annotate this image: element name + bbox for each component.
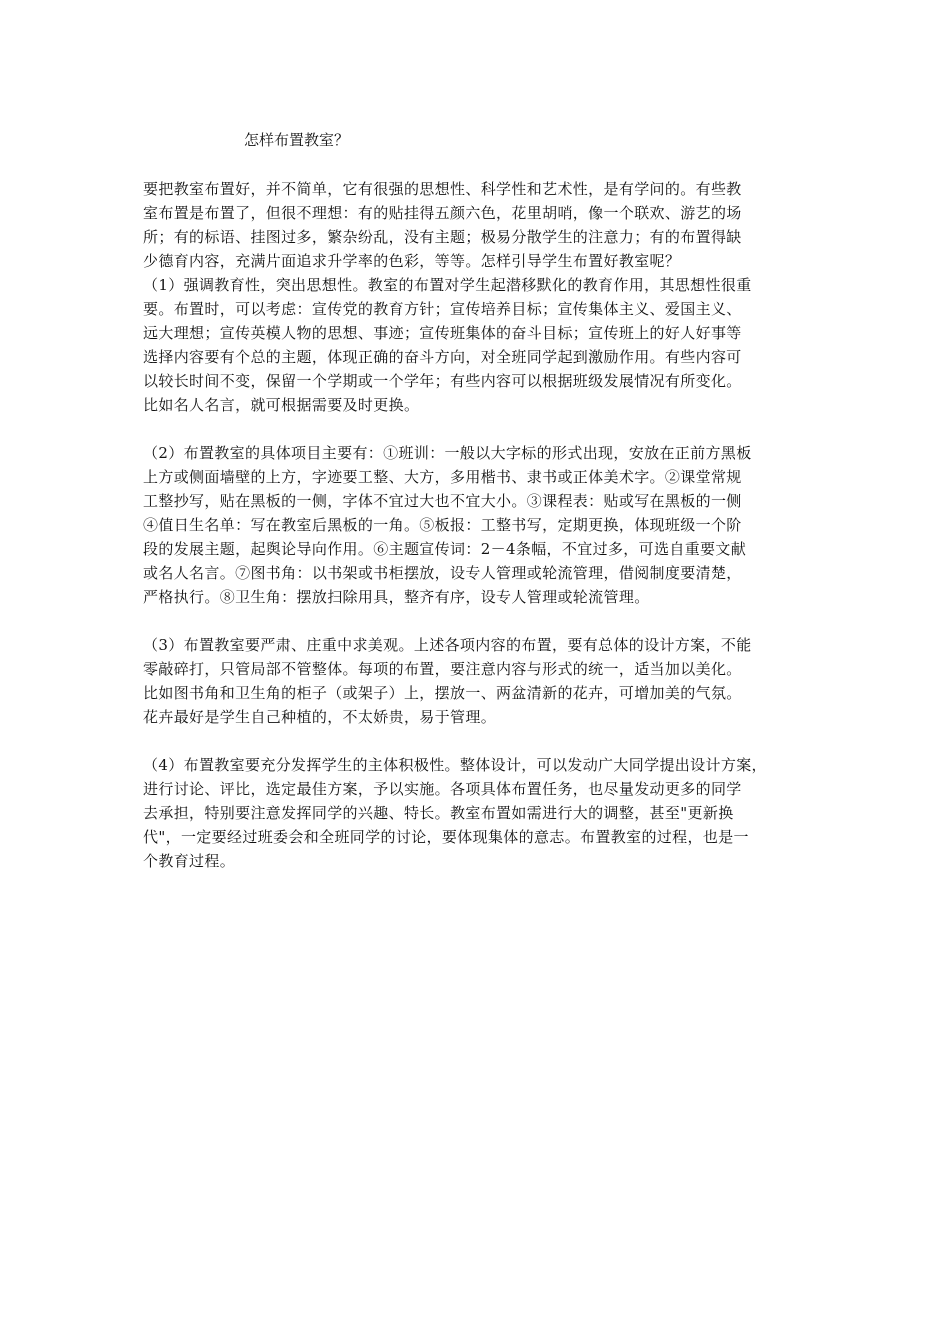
text-line: 远大理想；宣传英模人物的思想、事迹；宣传班集体的奋斗目标；宣传班上的好人好事等 xyxy=(143,324,742,342)
paragraph-intro xyxy=(143,177,813,273)
paragraph-point-4 xyxy=(143,753,813,873)
paragraph-spacer xyxy=(143,417,813,441)
text-line: 工整抄写，贴在黑板的一侧，字体不宜过大也不宜大小。③课程表：贴或写在黑板的一侧 xyxy=(143,492,742,510)
paragraph-point-2 xyxy=(143,441,813,609)
text-line: 代"，一定要经过班委会和全班同学的讨论，要体现集体的意志。布置教室的过程，也是一 xyxy=(143,828,749,846)
text-line: 个教育过程。 xyxy=(143,852,236,870)
text-line: 要。布置时，可以考虑：宣传党的教育方针；宣传培养目标；宣传集体主义、爱国主义、 xyxy=(143,300,742,318)
document-title: 怎样布置教室？ xyxy=(244,131,350,149)
paragraph-point-1 xyxy=(143,273,813,417)
text-line: 要把教室布置好，并不简单，它有很强的思想性、科学性和艺术性，是有学问的。有些教 xyxy=(143,180,742,198)
text-line: 进行讨论、评比，选定最佳方案，予以实施。各项具体布置任务，也尽量发动更多的同学 xyxy=(143,780,742,798)
text-line: 所；有的标语、挂图过多，繁杂纷乱，没有主题；极易分散学生的注意力；有的布置得缺 xyxy=(143,228,742,246)
text-line: 零敲碎打，只管局部不管整体。每项的布置，要注意内容与形式的统一，适当加以美化。 xyxy=(143,660,742,678)
text-line: 比如图书角和卫生角的柜子（或架子）上，摆放一、两盆清新的花卉，可增加美的气氛。 xyxy=(143,684,742,702)
text-line: 少德育内容，充满片面追求升学率的色彩，等等。怎样引导学生布置好教室呢？ xyxy=(143,252,681,270)
text-line: ④值日生名单：写在教室后黑板的一角。⑤板报：工整书写，定期更换，体现班级一个阶 xyxy=(143,516,742,534)
text-line: 以较长时间不变，保留一个学期或一个学年；有些内容可以根据班级发展情况有所变化。 xyxy=(143,372,742,390)
text-line: 室布置是布置了，但很不理想：有的贴挂得五颜六色，花里胡哨，像一个联欢、游艺的场 xyxy=(143,204,742,222)
paragraph-spacer xyxy=(143,729,813,753)
text-line: 严格执行。⑧卫生角：摆放扫除用具，整齐有序，设专人管理或轮流管理。 xyxy=(143,588,650,606)
text-line: 去承担，特别要注意发挥同学的兴趣、特长。教室布置如需进行大的调整，甚至"更新换 xyxy=(143,804,734,822)
paragraph-point-3 xyxy=(143,633,813,729)
text-line: 段的发展主题，起舆论导向作用。⑥主题宣传词：2－4条幅，不宜过多，可选自重要文献 xyxy=(143,540,747,558)
text-line: 花卉最好是学生自己种植的，不太娇贵，易于管理。 xyxy=(143,708,497,726)
text-line: 选择内容要有个总的主题，体现正确的奋斗方向，对全班同学起到激励作用。有些内容可 xyxy=(143,348,742,366)
text-line: （1）强调教育性，突出思想性。教室的布置对学生起潜移默化的教育作用，其思想性很重 xyxy=(143,276,752,294)
text-line: 上方或侧面墙壁的上方，字迹要工整、大方，多用楷书、隶书或正体美术字。②课堂常规 xyxy=(143,468,742,486)
text-line: （3）布置教室要严肃、庄重中求美观。上述各项内容的布置，要有总体的设计方案，不能 xyxy=(143,636,752,654)
document-body xyxy=(143,177,813,873)
text-line: （2）布置教室的具体项目主要有：①班训：一般以大字标的形式出现，安放在正前方黑板 xyxy=(143,444,752,462)
text-line: 或名人名言。⑦图书角：以书架或书柜摆放，设专人管理或轮流管理，借阅制度要清楚， xyxy=(143,564,742,582)
paragraph-spacer xyxy=(143,609,813,633)
text-line: （4）布置教室要充分发挥学生的主体积极性。整体设计，可以发动广大同学提出设计方案， xyxy=(143,756,767,774)
text-line: 比如名人名言，就可根据需要及时更换。 xyxy=(143,396,420,414)
